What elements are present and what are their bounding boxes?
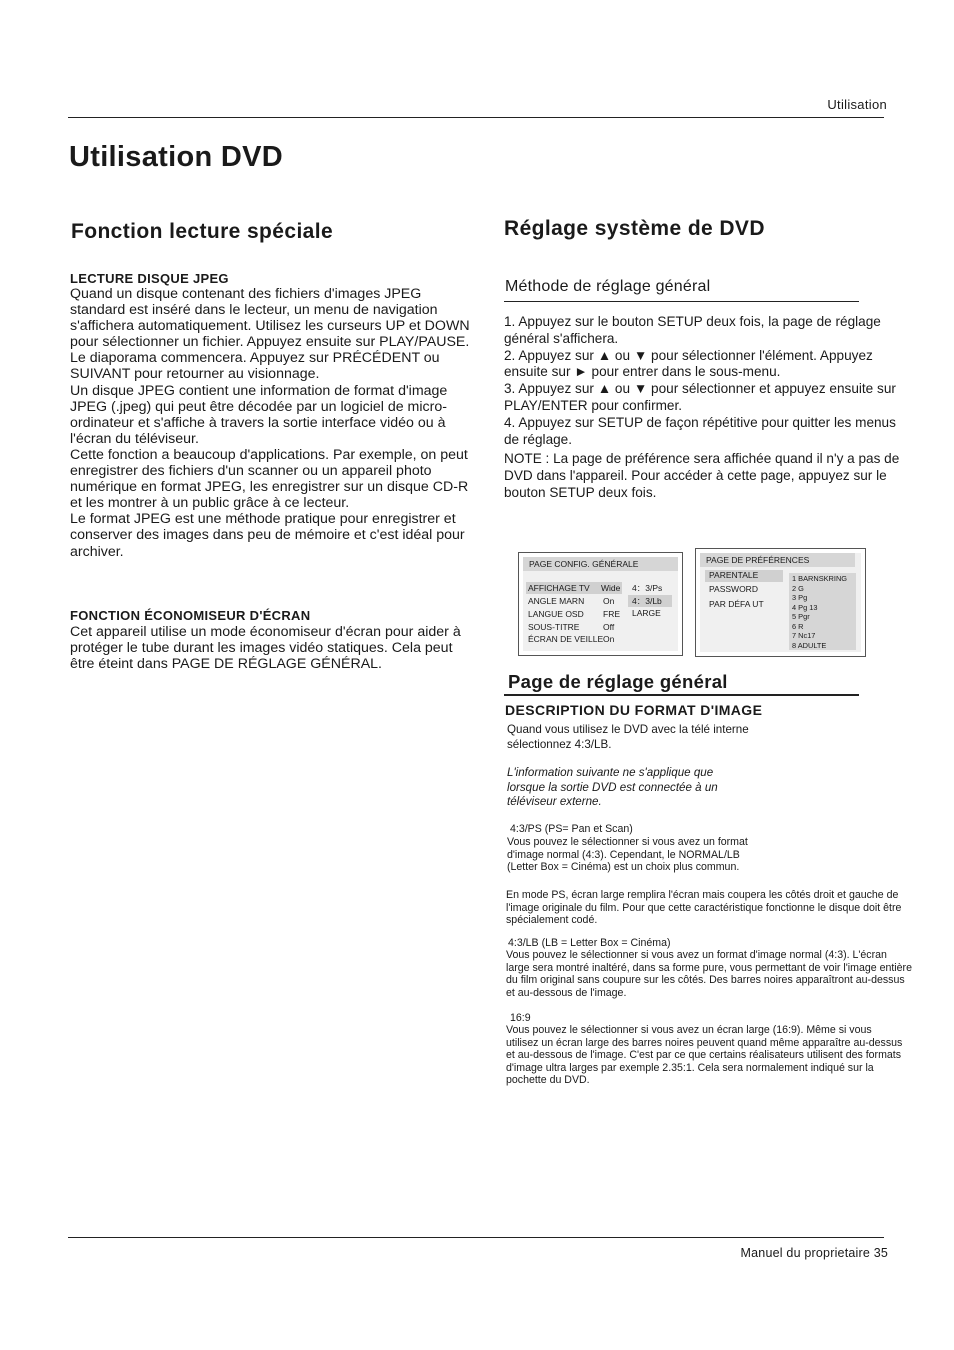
general-config-screen	[518, 552, 683, 656]
general-page-rule	[504, 694, 859, 696]
rating-item: 2 G	[792, 583, 804, 593]
menu-option: 4：3/Ps	[632, 583, 663, 593]
preferences-title: PAGE DE PRÉFÉRENCES	[700, 553, 855, 567]
jpeg-paragraph: Cette fonction a beaucoup d'applications. Par exemple, on peut enregistrer des fichiers d'un scanner ou un appareil photo numérique en format JPEG, les enregistrer sur un disque CD-R et les montrer à un public grâce à ce lecteur.	[70, 446, 469, 512]
preferences-screen	[695, 548, 866, 657]
header-rule	[68, 117, 884, 118]
menu-value: On	[603, 634, 615, 644]
menu-item: SOUS-TITRE	[528, 622, 580, 632]
rating-item: 7 Nc17	[792, 631, 816, 640]
rating-item: 8 ADULTE	[792, 640, 827, 650]
lb-body: Vous pouvez le sélectionner si vous avez un format d'image normal (4:3). L'écran large sera montré inaltéré, dans sa forme pure, vous permettant de voir l'image entière du film original sans coupure sur les côtés. Des barres noires apparaîtront au-dessus et au-dessous de l'image.	[506, 949, 912, 999]
wide-heading: 16:9	[510, 1012, 531, 1024]
image-format-heading: DESCRIPTION DU FORMAT D'IMAGE	[505, 702, 763, 718]
rating-item: 3 Pg	[792, 593, 808, 602]
wide-body: Vous pouvez le sélectionner si vous avez un écran large (16:9). Même si vous utilisez un écran large des barres noires peuvent quand même apparaître au-dessus et au-dessous de l'image. C'est par ce que certains réalisateurs utilisent des formats d'image ultra larges par exemple 2.35:1. Cela sera normalement indiqué sur la pochette du DVD.	[506, 1024, 903, 1087]
jpeg-paragraph: Le format JPEG est une méthode pratique pour enregistrer et conserver des images dans peu de mémoire et c'est idéal pour archiver.	[70, 511, 465, 560]
jpeg-body	[70, 286, 480, 560]
step-3: 3. Appuyez sur ▲ ou ▼ pour sélectionner et appuyez ensuite sur PLAY/ENTER pour confirmer.	[504, 381, 896, 413]
screensaver-heading: FONCTION ÉCONOMISEUR D'ÉCRAN	[70, 608, 311, 623]
right-section-title: Réglage système de DVD	[504, 217, 765, 240]
step-4: 4. Appuyez sur SETUP de façon répétitive pour quitter les menus de réglage.	[504, 414, 896, 447]
method-rule	[504, 301, 859, 302]
page-footer: Manuel du proprietaire 35	[740, 1246, 888, 1260]
setup-steps	[504, 314, 904, 502]
menu-option: LARGE	[632, 608, 661, 618]
menu-item: ANGLE MARN	[528, 596, 585, 606]
menu-item: PASSWORD	[709, 584, 758, 594]
page-title: Utilisation DVD	[69, 141, 283, 173]
menu-item: PAR DÉFA UT	[709, 599, 764, 609]
general-page-title: Page de réglage général	[508, 671, 728, 692]
ps-extra: En mode PS, écran large remplira l'écran mais coupera les côtés droit et gauche de l'image originale du film. Pour que cette caractéristique fonctionne le disque doit être spécialement codé.	[506, 889, 902, 927]
menu-value: FRE	[603, 609, 620, 619]
method-title: Méthode de réglage général	[505, 278, 711, 295]
screensaver-body	[70, 624, 480, 672]
rating-item: 4 Pg 13	[792, 602, 818, 612]
menu-item: ÉCRAN DE VEILLE	[528, 634, 604, 644]
jpeg-heading: LECTURE DISQUE JPEG	[70, 271, 229, 286]
setup-note: NOTE : La page de préférence sera affichée quand il n'y a pas de DVD dans l'appareil. Pour accéder à cette page, appuyez sur le bouton SETUP deux fois.	[504, 451, 900, 500]
running-head: Utilisation	[827, 97, 887, 112]
step-1: 1. Appuyez sur le bouton SETUP deux fois, la page de réglage général s'affichera.	[504, 314, 881, 346]
menu-option: 4：3/Lb	[632, 596, 662, 606]
rating-item: 1 BARNSKRING	[792, 574, 848, 583]
lb-heading: 4:3/LB (LB = Letter Box = Cinéma)	[508, 937, 671, 949]
screensaver-paragraph: Cet appareil utilise un mode économiseur d'écran pour aider à protéger le tube durant les images vidéo statiques. Cela peut être éteint dans PAGE DE RÉGLAGE GÉNÉRAL.	[70, 624, 461, 673]
ps-body: Vous pouvez le sélectionner si vous avez un format d'image normal (4:3). Cependant, le NORMAL/LB (Letter Box = Cinéma) est un choix plus commun.	[507, 836, 748, 874]
menu-item: PARENTALE	[709, 570, 759, 580]
intro-text: Quand vous utilisez le DVD avec la télé interne sélectionnez 4:3/LB.	[507, 723, 749, 751]
footer-rule	[68, 1237, 884, 1238]
menu-value: Off	[603, 622, 615, 632]
rating-item: 6 R	[792, 621, 804, 631]
jpeg-paragraph: Un disque JPEG contient une information de format d'image JPEG (.jpeg) qui peut être décodée par un logiciel de micro-ordinateur et s'affiche à travers la sortie interface vidéo ou à l'écran du téléviseur.	[70, 382, 448, 447]
general-config-title: PAGE CONFIG. GÉNÉRALE	[523, 557, 678, 571]
external-tv-note: L'information suivante ne s'applique que lorsque la sortie DVD est connectée à un téléviseur externe.	[507, 766, 718, 808]
menu-value: Wide	[601, 583, 621, 593]
menu-item: AFFICHAGE TV	[528, 583, 590, 593]
step-2: 2. Appuyez sur ▲ ou ▼ pour sélectionner l'élément. Appuyez ensuite sur ► pour entrer dans le sous-menu.	[504, 347, 873, 380]
menu-item: LANGUE OSD	[528, 609, 584, 619]
left-section-title: Fonction lecture spéciale	[71, 220, 334, 243]
menu-value: On	[603, 596, 615, 606]
ps-heading: 4:3/PS (PS= Pan et Scan)	[510, 823, 633, 835]
jpeg-paragraph: Quand un disque contenant des fichiers d'images JPEG standard est inséré dans le lecteur, un menu de navigation s'affichera automatiquement. Utilisez les curseurs UP et DOWN pour sélectionner un fichier. Appuyez ensuite sur PLAY/PAUSE. Le diaporama commencera. Appuyez sur PRÉCÉDENT ou SUIVANT pour retourner au visionnage.	[70, 286, 470, 383]
rating-item: 5 Pgr	[792, 612, 810, 621]
